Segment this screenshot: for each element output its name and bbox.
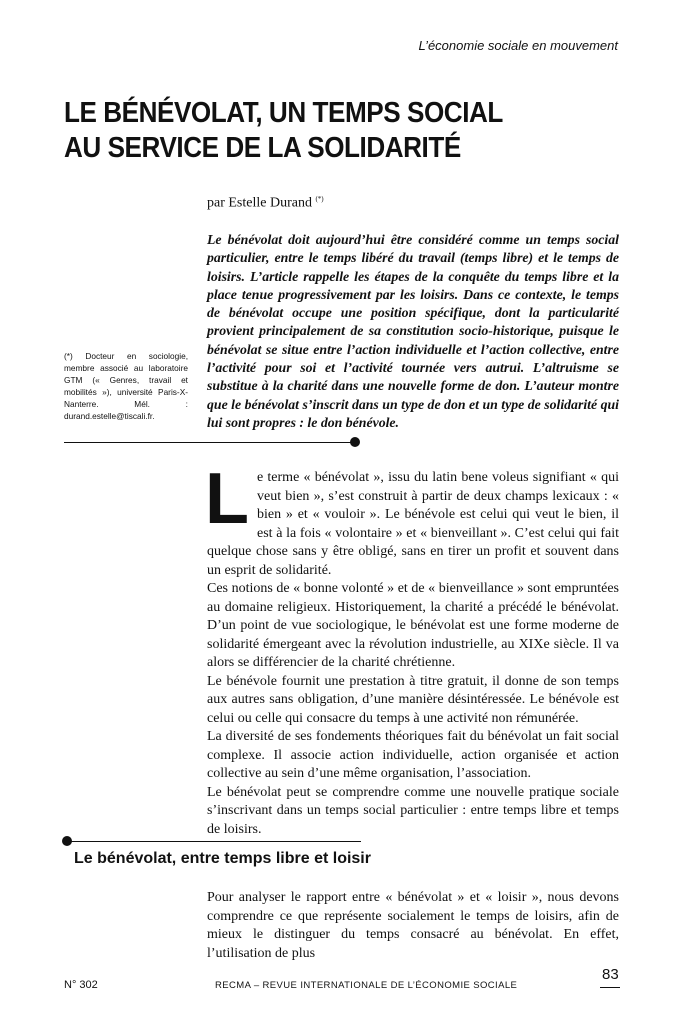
paragraph: Le bénévolat peut se comprendre comme une nouvelle pratique sociale s’inscrivant dans un temps social particulier : entre temps libre et temps de loisirs. <box>207 784 619 837</box>
drop-cap: L <box>205 459 249 539</box>
byline <box>207 195 324 212</box>
paragraph: Ces notions de « bonne volonté » et de « bienveillance » sont empruntées au domaine religieux. Historiquement, la charité a précédé le bénévolat. D’un point de vue sociologique, le bénévolat est une forme moderne de solidarité émergeant avec la révolution industrielle, au XIXe siècle. Il va alors se différencier de la charité chrétienne. <box>207 581 619 670</box>
author-footnote: (*) Docteur en sociologie, membre associé au laboratoire GTM (« Genres, travail et mobilités »), université Paris-X-Nanterre. Mél. : durand.estelle@tiscali.fr. <box>64 351 188 421</box>
section-body <box>207 889 619 963</box>
issue-number: N° 302 <box>64 979 98 991</box>
journal-name: RECMA – REVUE INTERNATIONALE DE L’ÉCONOMIE SOCIALE <box>215 980 518 991</box>
page-number-rule <box>600 987 620 988</box>
divider-dot <box>350 437 360 447</box>
divider-rule <box>64 442 354 443</box>
footnote-marker: (*) <box>315 195 324 203</box>
paragraph: Pour analyser le rapport entre « bénévolat » et « loisir », nous devons comprendre ce que représente socialement le temps de loisirs, afin de mieux le distinguer du temps consacré au bénévolat. En effet, l’utilisation de plus <box>207 890 619 961</box>
author-name: par Estelle Durand <box>207 195 312 211</box>
article-title-line-2: AU SERVICE DE LA SOLIDARITÉ <box>64 132 461 164</box>
section-heading: Le bénévolat, entre temps libre et loisir <box>74 850 371 867</box>
running-header: L’économie sociale en mouvement <box>418 38 618 53</box>
paragraph: Le bénévole fournit une prestation à titre gratuit, il donne de son temps aux autres sans obligation, d’une manière désintéressée. Le bénévole est celui ou celle qui consacre du temps à une activité non rémunérée. <box>207 673 619 726</box>
abstract: Le bénévolat doit aujourd’hui être considéré comme un temps social particulier, entre le temps libéré du travail (temps libre) et le temps de loisirs. L’article rappelle les étapes de la conquête du temps libre et la place tenue progressivement par les loisirs. Dans ce contexte, le temps de bénévolat occupe une position spécifique, dont la particularité provient principalement de sa constitution socio-historique, puisque le bénévolat se situe entre l’action individuelle et l’action collective, entre l’activité pour soi et l’activité tournée vers autrui. L’altruisme se substitue à la charité dans une nouvelle forme de don. L’auteur montre que le bénévolat s’inscrit dans un type de don et un type de solidarité qui lui sont propres : le don bénévole. <box>207 232 619 430</box>
paragraph: e terme « bénévolat », issu du latin bene voleus signifiant « qui veut bien », s’est construit à partir de deux champs lexicaux : « bien » et « vouloir ». Le bénévole est celui qui veut le bien, il est à la fois « volontaire » et « bienveillant ». C’est celui qui fait quelque chose sans y être obligé, sans en tirer un profit et souvent dans un esprit de solidarité. <box>207 470 619 578</box>
body-text <box>205 459 619 839</box>
section-divider-rule <box>66 841 361 842</box>
article-title <box>64 96 550 166</box>
paragraph: La diversité de ses fondements théoriques fait du bénévolat un fait social complexe. Il associe action individuelle, action organisée et action collective au sein d’une même organisation, l’association. <box>207 729 619 781</box>
article-title-line-1: LE BÉNÉVOLAT, UN TEMPS SOCIAL <box>64 97 503 129</box>
page-number: 83 <box>602 966 619 983</box>
